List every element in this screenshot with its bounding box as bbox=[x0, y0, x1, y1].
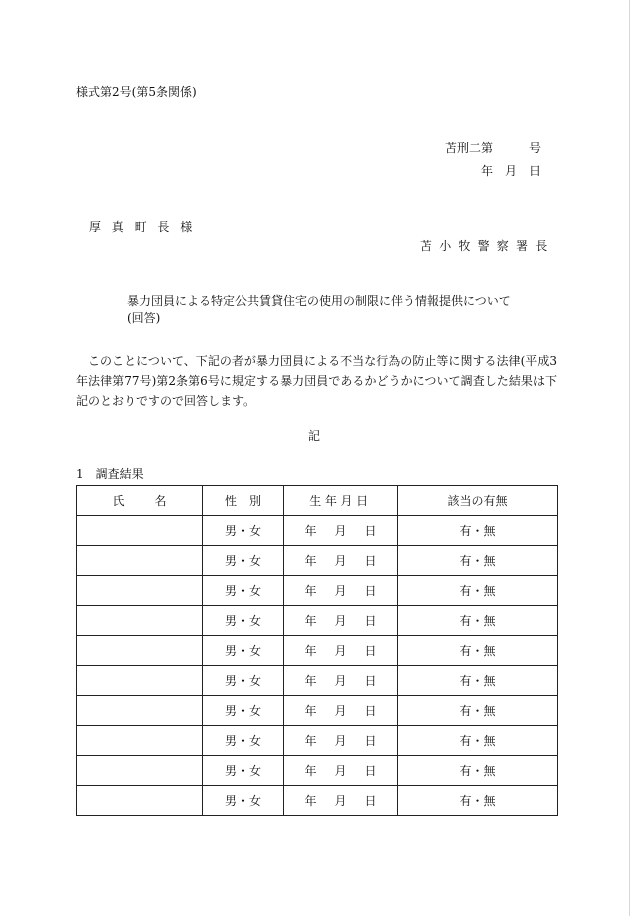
table-row bbox=[77, 786, 558, 816]
reference-number: 苫刑二第 号 bbox=[445, 141, 542, 155]
table-row bbox=[77, 546, 558, 576]
name-cell[interactable] bbox=[77, 606, 203, 636]
result-cell: 有・無 bbox=[398, 546, 558, 576]
dob-month-label: 月 bbox=[334, 614, 347, 628]
table-row bbox=[77, 696, 558, 726]
result-cell: 有・無 bbox=[398, 666, 558, 696]
dob-day-label: 日 bbox=[364, 794, 377, 808]
table-body bbox=[77, 516, 558, 816]
header-dob: 生年月日 bbox=[284, 486, 398, 516]
dob-year-label: 年 bbox=[304, 794, 317, 808]
dob-day-label: 日 bbox=[364, 764, 377, 778]
subject-line-1: 暴力団員による特定公共賃貸住宅の使用の制限に伴う情報提供について bbox=[127, 294, 511, 308]
body-text: このことについて、下記の者が暴力団員による不当な行為の防止等に関する法律(平成3年法律第77号)第2条第6号に規定する暴力団員であるかどうかについて調査した結果は下記のとおりですので回答します。 bbox=[76, 354, 557, 408]
dob-day-label: 日 bbox=[364, 704, 377, 718]
dob-day-label: 日 bbox=[364, 674, 377, 688]
sex-cell: 男・女 bbox=[203, 606, 284, 636]
table-row bbox=[77, 636, 558, 666]
name-cell[interactable] bbox=[77, 546, 203, 576]
sex-cell: 男・女 bbox=[203, 516, 284, 546]
dob-month-label: 月 bbox=[334, 704, 347, 718]
dob-year-label: 年 bbox=[304, 764, 317, 778]
header-result: 該当の有無 bbox=[398, 486, 558, 516]
name-cell[interactable] bbox=[77, 726, 203, 756]
name-cell[interactable] bbox=[77, 696, 203, 726]
dob-cell bbox=[284, 756, 398, 786]
sex-cell: 男・女 bbox=[203, 786, 284, 816]
table-row bbox=[77, 606, 558, 636]
dob-cell bbox=[284, 786, 398, 816]
header-name: 氏名 bbox=[77, 486, 203, 516]
table-row bbox=[77, 576, 558, 606]
dob-cell bbox=[284, 726, 398, 756]
dob-day-label: 日 bbox=[364, 524, 377, 538]
table-row bbox=[77, 666, 558, 696]
table-row bbox=[77, 726, 558, 756]
dob-day-label: 日 bbox=[364, 644, 377, 658]
dob-year-label: 年 bbox=[304, 734, 317, 748]
form-number: 様式第2号(第5条関係) bbox=[76, 85, 197, 99]
addressee: 厚真町長様 bbox=[89, 220, 204, 234]
sex-cell: 男・女 bbox=[203, 576, 284, 606]
sex-cell: 男・女 bbox=[203, 666, 284, 696]
dob-year-label: 年 bbox=[304, 524, 317, 538]
dob-year-label: 年 bbox=[304, 644, 317, 658]
dob-cell bbox=[284, 636, 398, 666]
dob-month-label: 月 bbox=[334, 764, 347, 778]
name-cell[interactable] bbox=[77, 516, 203, 546]
dob-year-label: 年 bbox=[304, 674, 317, 688]
dob-month-label: 月 bbox=[334, 794, 347, 808]
sex-cell: 男・女 bbox=[203, 756, 284, 786]
dob-year-label: 年 bbox=[304, 614, 317, 628]
dob-day-label: 日 bbox=[364, 554, 377, 568]
result-cell: 有・無 bbox=[398, 756, 558, 786]
dob-year-label: 年 bbox=[304, 584, 317, 598]
subject bbox=[127, 293, 527, 327]
result-cell: 有・無 bbox=[398, 606, 558, 636]
date-line: 年 月 日 bbox=[481, 164, 542, 178]
table-header-row bbox=[77, 486, 558, 516]
dob-cell bbox=[284, 546, 398, 576]
result-cell: 有・無 bbox=[398, 576, 558, 606]
result-cell: 有・無 bbox=[398, 636, 558, 666]
sender: 苫小牧警察署長 bbox=[420, 239, 555, 253]
result-cell: 有・無 bbox=[398, 786, 558, 816]
sex-cell: 男・女 bbox=[203, 726, 284, 756]
dob-month-label: 月 bbox=[334, 674, 347, 688]
dob-month-label: 月 bbox=[334, 584, 347, 598]
dob-day-label: 日 bbox=[364, 614, 377, 628]
dob-day-label: 日 bbox=[364, 584, 377, 598]
dob-month-label: 月 bbox=[334, 524, 347, 538]
dob-cell bbox=[284, 576, 398, 606]
ki-heading: 記 bbox=[308, 429, 321, 443]
dob-month-label: 月 bbox=[334, 734, 347, 748]
dob-month-label: 月 bbox=[334, 644, 347, 658]
header-sex: 性別 bbox=[203, 486, 284, 516]
name-cell[interactable] bbox=[77, 576, 203, 606]
name-cell[interactable] bbox=[77, 786, 203, 816]
dob-cell bbox=[284, 666, 398, 696]
name-cell[interactable] bbox=[77, 636, 203, 666]
result-table bbox=[76, 485, 558, 816]
sex-cell: 男・女 bbox=[203, 696, 284, 726]
name-cell[interactable] bbox=[77, 756, 203, 786]
result-cell: 有・無 bbox=[398, 516, 558, 546]
dob-year-label: 年 bbox=[304, 704, 317, 718]
sex-cell: 男・女 bbox=[203, 546, 284, 576]
section-title: 1 調査結果 bbox=[76, 467, 144, 481]
dob-cell bbox=[284, 696, 398, 726]
result-cell: 有・無 bbox=[398, 726, 558, 756]
result-cell: 有・無 bbox=[398, 696, 558, 726]
table-row bbox=[77, 516, 558, 546]
subject-line-2: (回答) bbox=[127, 311, 161, 325]
dob-month-label: 月 bbox=[334, 554, 347, 568]
dob-cell bbox=[284, 516, 398, 546]
dob-year-label: 年 bbox=[304, 554, 317, 568]
name-cell[interactable] bbox=[77, 666, 203, 696]
table-row bbox=[77, 756, 558, 786]
dob-day-label: 日 bbox=[364, 734, 377, 748]
dob-cell bbox=[284, 606, 398, 636]
sex-cell: 男・女 bbox=[203, 636, 284, 666]
